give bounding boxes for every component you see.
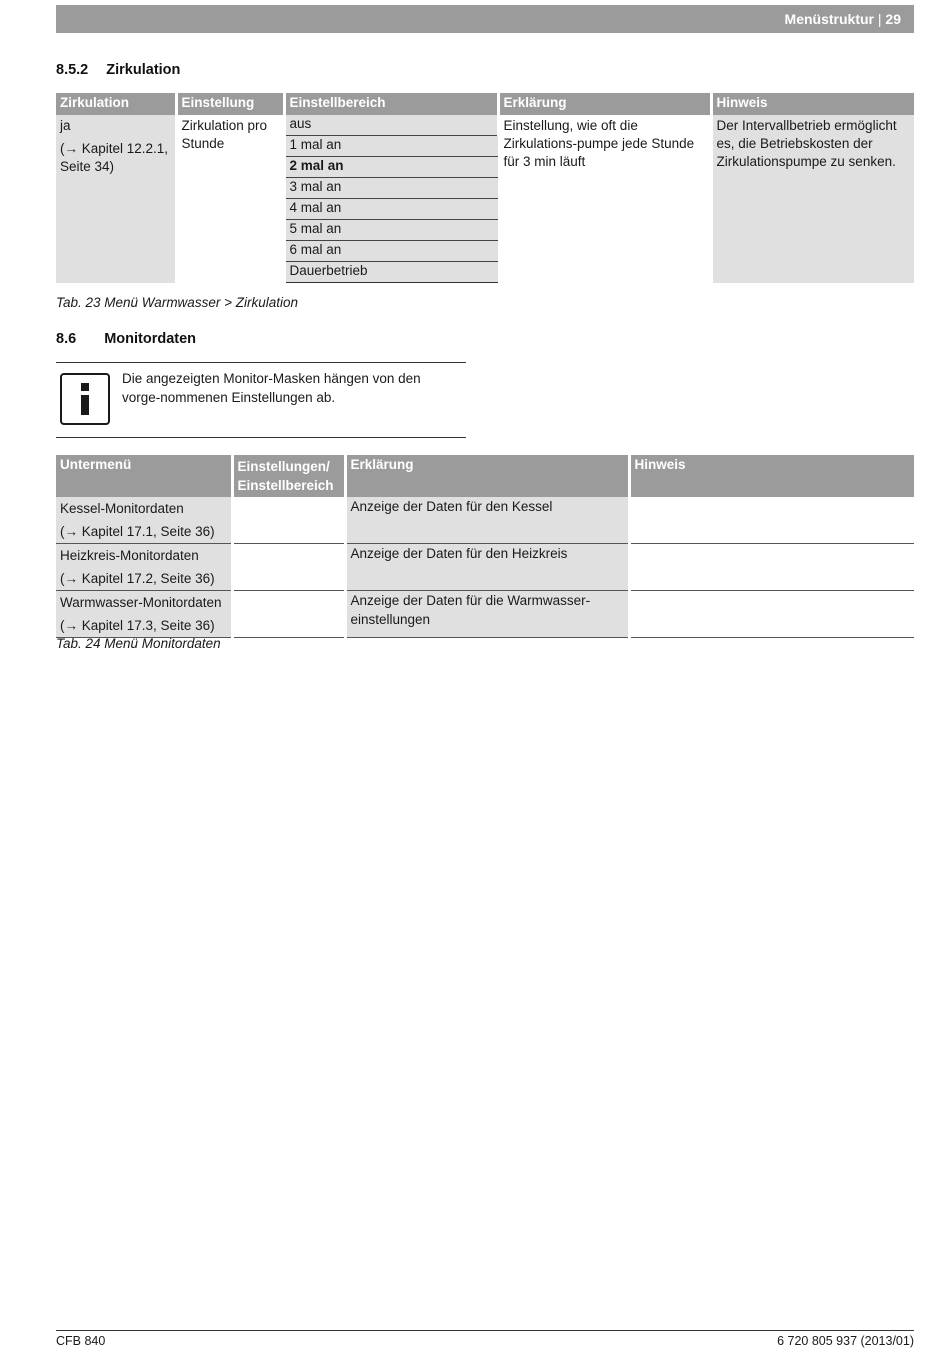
untermenu-cell (56, 497, 232, 544)
hinweis-text: Der Intervallbetrieb ermöglicht es, die Betriebskosten der Zirkulationspumpe zu senken. (716, 118, 897, 169)
erklaerung-cell: Anzeige der Daten für den Kessel (345, 497, 629, 544)
untermenu-name: Kessel-Monitordaten (60, 501, 184, 516)
range-value: Dauerbetrieb (284, 262, 498, 283)
section-heading-monitordaten (56, 331, 196, 347)
header-cell: Hinweis (711, 93, 914, 115)
header-cell: Hinweis (629, 455, 914, 497)
header-cell: Erklärung (498, 93, 711, 115)
chapter-reference: (→ Kapitel 17.2, Seite 36) (60, 571, 215, 586)
zirkulation-value: ja (60, 118, 71, 133)
range-value: 4 mal an (284, 199, 498, 220)
page-header (785, 11, 901, 27)
table-caption: Tab. 23 Menü Warmwasser > Zirkulation (56, 295, 298, 310)
erklaerung-cell: Anzeige der Daten für die Warmwasser-einstellungen (345, 591, 629, 638)
table-header-row (56, 93, 914, 115)
hinweis-cell (711, 115, 914, 283)
info-box-top-rule (56, 362, 466, 363)
range-value: 6 mal an (284, 241, 498, 262)
table-monitordaten (56, 455, 914, 638)
einstellungen-cell (232, 591, 345, 638)
zirkulation-cell (56, 115, 176, 283)
range-value-default: 2 mal an (284, 157, 498, 178)
untermenu-cell (56, 544, 232, 591)
header-cell: Untermenü (56, 455, 232, 497)
range-value: aus (284, 115, 498, 136)
table-header-row (56, 455, 914, 497)
header-cell: Einstellungen/ Einstellbereich (232, 455, 345, 497)
erklaerung-text: Einstellung, wie oft die Zirkulations-pumpe jede Stunde für 3 min läuft (503, 118, 695, 169)
hinweis-cell (629, 591, 914, 638)
einstellungen-cell (232, 544, 345, 591)
chapter-reference: (→ Kapitel 17.3, Seite 36) (60, 618, 215, 633)
header-cell: Einstellung (176, 93, 284, 115)
table-row (56, 497, 914, 544)
untermenu-name: Warmwasser-Monitordaten (60, 595, 222, 610)
einstellungen-cell (232, 497, 345, 544)
header-cell: Erklärung (345, 455, 629, 497)
info-text: Die angezeigten Monitor-Masken hängen von den vorge-nommenen Einstellungen ab. (122, 371, 421, 405)
footer-rule (56, 1330, 914, 1331)
range-value: 5 mal an (284, 220, 498, 241)
table-zirkulation (56, 93, 914, 283)
untermenu-cell (56, 591, 232, 638)
page-header-bar (56, 5, 914, 33)
hinweis-cell (629, 544, 914, 591)
section-number: 8.6 (56, 331, 77, 347)
section-title: Zirkulation (106, 62, 181, 78)
header-separator: | (877, 11, 882, 27)
header-cell: Zirkulation (56, 93, 176, 115)
footer-left: CFB 840 (56, 1334, 106, 1348)
erklaerung-cell: Anzeige der Daten für den Heizkreis (345, 544, 629, 591)
table-row (56, 115, 914, 136)
footer-right: 6 720 805 937 (2013/01) (777, 1334, 914, 1348)
page-reference: Seite 34) (60, 159, 115, 174)
header-page-number: 29 (885, 11, 901, 27)
range-value: 1 mal an (284, 136, 498, 157)
erklaerung-cell (498, 115, 711, 283)
header-title: Menüstruktur (784, 11, 874, 27)
einstellung-text: Zirkulation pro Stunde (181, 118, 268, 151)
untermenu-name: Heizkreis-Monitordaten (60, 548, 199, 563)
range-value: 3 mal an (284, 178, 498, 199)
header-cell: Einstellbereich (284, 93, 498, 115)
section-title: Monitordaten (104, 331, 197, 347)
table-row (56, 544, 914, 591)
chapter-reference: (→ Kapitel 12.2.1, (60, 141, 169, 156)
table-caption: Tab. 24 Menü Monitordaten (56, 636, 221, 651)
chapter-reference: (→ Kapitel 17.1, Seite 36) (60, 524, 215, 539)
table-row (56, 591, 914, 638)
section-heading-zirkulation (56, 62, 180, 78)
info-icon (60, 373, 110, 425)
info-box-bottom-rule (56, 437, 466, 438)
section-number: 8.5.2 (56, 62, 89, 78)
einstellung-cell (176, 115, 284, 283)
hinweis-cell (629, 497, 914, 544)
